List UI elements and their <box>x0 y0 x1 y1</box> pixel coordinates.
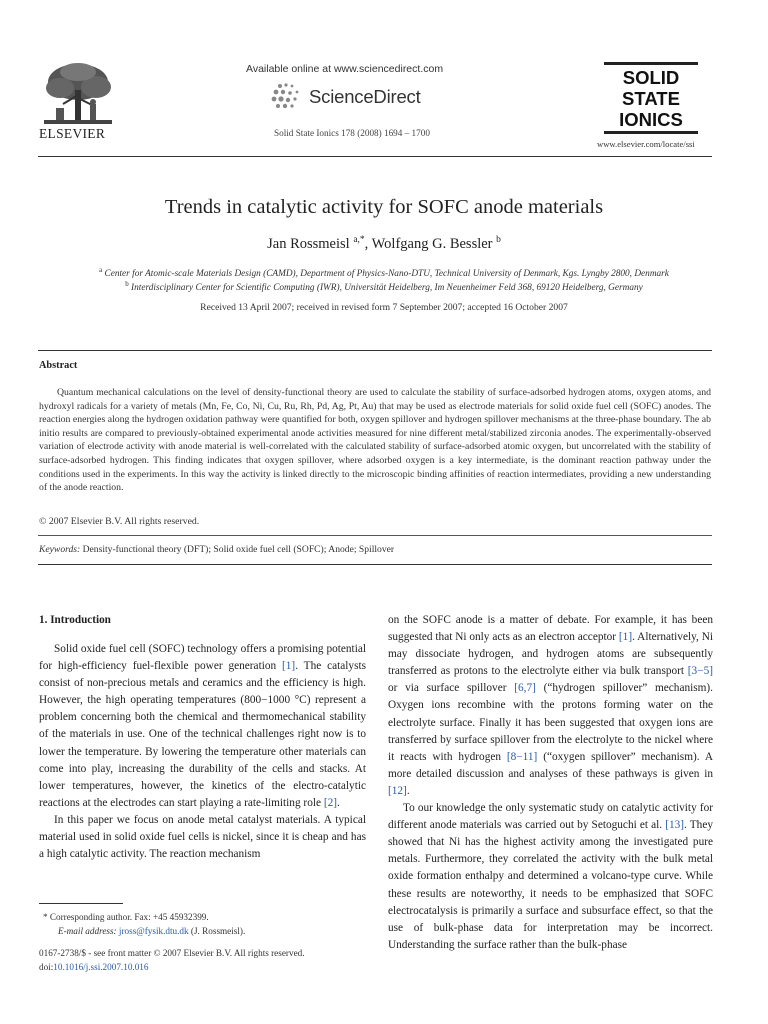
corresponding-author-note: * Corresponding author. Fax: +45 45932399. <box>43 912 209 922</box>
author-name[interactable]: Jan Rossmeisl <box>267 235 350 252</box>
author-list <box>0 235 768 253</box>
keywords-text: Density-functional theory (DFT); Solid oxide fuel cell (SOFC); Anode; Spillover <box>80 544 395 555</box>
issn-line: 0167-2738/$ - see front matter © 2007 Elsevier B.V. All rights reserved. <box>39 948 305 958</box>
citation-link[interactable]: [8−11] <box>506 750 538 763</box>
paragraph-text: . The catalysts consist of non-precious metals and ceramics and the efficiency is high. However, the high operating temperatures (800−1000 °C) represent a problem concerning both the chemical and thermomechanical stability of the materials in use. One of the technical challenges right now is to lower the temperature. By lowering the temperature other materials can come into play, increasing the durability of the cells and stacks. At lower temperatures, however, the kinetics of the electro-catalytic reactions at the electrodes can start playing a rate-limiting role <box>39 660 367 809</box>
affiliation-mark: a <box>99 266 103 274</box>
left-column <box>39 641 366 863</box>
doi-link[interactable]: 10.1016/j.ssi.2007.10.016 <box>53 962 149 972</box>
paragraph-text: or via surface spillover <box>388 682 515 695</box>
received-dates: Received 13 April 2007; received in revised form 7 September 2007; accepted 16 October 2007 <box>200 302 568 313</box>
journal-logo-line: STATE <box>622 88 680 109</box>
email-suffix: (J. Rossmeisl). <box>188 926 246 936</box>
sciencedirect-wordmark: ScienceDirect <box>309 86 421 107</box>
citation-link[interactable]: [1] <box>282 660 296 673</box>
right-column <box>388 612 713 954</box>
keywords-divider <box>38 535 712 536</box>
sciencedirect-dots-icon <box>268 82 308 110</box>
affiliation-mark: b <box>125 280 129 288</box>
body-paragraph <box>388 800 713 954</box>
paragraph-text: on the SOFC anode is a matter of debate. For example, it has been suggested that Ni only acts as an electron acceptor <box>388 614 713 644</box>
body-paragraph <box>39 812 366 863</box>
author-marks[interactable]: b <box>496 235 501 245</box>
paragraph-text: . <box>406 784 410 797</box>
citation-link[interactable]: [2] <box>323 796 338 809</box>
paragraph-text: In this paper we focus on anode metal catalyst materials. A typical material used in solid oxide fuel cells is nickel, since it is cheap and has a high catalytic activity. The reaction mechanism <box>39 813 366 861</box>
body-paragraph <box>388 612 713 800</box>
article-title: Trends in catalytic activity for SOFC anode materials <box>164 196 604 218</box>
abstract-text: Quantum mechanical calculations on the level of density-functional theory are used to calculate the stability of surface-adsorbed hydrogen atoms, oxygen atoms, and hydroxyl radicals for a variety of metals (Mn, Fe, Co, Ni, Cu, Ru, Rh, Pd, Ag, Pt, Au) that may be used as electrode materials for solid oxide fuel cell (SOFC) anodes. The reaction energies along the hydrogen oxidation pathway were quantified for both, oxygen spillover and hydrogen spillover mechanisms at the three-phase boundary. The ab initio results are compared to previously-obtained experimental anode activities measured for nine different metal/stabilized zirconia anodes. The experimentally-observed variation of electrode activity with anode material is well-correlated with the calculated stability of surface-adsorbed atomic oxygen, but uncorrelated with the stability of surface-adsorbed hydrogen. This finding indicates that oxygen spillover, where adsorbed oxygen is a key intermediate, is the dominant reaction pathway under the conditions used in the experiments. In this way the activity is linked directly to the microscopic binding affinities of reaction intermediates, providing a new understanding of the anode reaction. <box>39 387 711 494</box>
affiliation-text: Interdisciplinary Center for Scientific Computing (IWR), Universität Heidelberg, Im Neuenheimer Feld 368, 69120 Heidelberg, Germany <box>131 283 643 294</box>
section-heading: 1. Introduction <box>39 614 111 626</box>
journal-url[interactable]: www.elsevier.com/locate/ssi <box>597 139 695 149</box>
available-online-text: Available online at www.sciencedirect.com <box>246 63 444 75</box>
publisher-name: ELSEVIER <box>39 126 106 141</box>
affiliation <box>0 266 768 279</box>
abstract-top-divider <box>38 350 712 351</box>
keywords <box>39 544 394 555</box>
affiliation <box>0 280 768 293</box>
journal-logo-line: SOLID <box>622 67 680 88</box>
doi-prefix: doi: <box>39 962 54 972</box>
citation-link[interactable]: [1] <box>618 631 633 644</box>
journal-logo <box>604 62 698 134</box>
author-separator: , <box>364 235 372 252</box>
email-note <box>58 926 245 936</box>
citation-link[interactable]: [6,7] <box>514 682 536 695</box>
keywords-label: Keywords: <box>39 544 81 555</box>
abstract-copyright: © 2007 Elsevier B.V. All rights reserved. <box>39 516 200 527</box>
doi-line <box>39 962 149 972</box>
author-marks[interactable]: a,* <box>353 235 365 245</box>
author-name[interactable]: Wolfgang G. Bessler <box>371 235 493 252</box>
abstract-heading: Abstract <box>39 360 78 371</box>
footnote-divider <box>39 903 123 904</box>
journal-logo-line: IONICS <box>619 109 683 130</box>
paragraph-text: . Alternatively, Ni may dissociate hydrogen, and hydrogen atoms are subsequently transferred as protons to the electrolyte either via bulk transport <box>388 631 714 678</box>
paragraph-text: . They showed that Ni has the highest activity among the investigated pure metals. Furthermore, they correlated the activity with the bulk metal oxide formation enthalpy and determined a volcano-type curve. While these results are noteworthy, it needs to be emphasized that SOFC electrocatalysis is primarily a surface and subsurface effect, so that the use of bulk-phase data for interpretation may be incorrect. Understanding the surface rather than the bulk-phase <box>388 819 713 951</box>
paragraph-text: (“hydrogen spillover” mechanism). Oxygen ions recombine with the protons forming water on the electrolyte surface. Finally it has been suggested that oxygen ions are transferred by surface spillover from the electrolyte to the nickel where it reacts with hydrogen <box>388 682 714 763</box>
paragraph-text: Solid oxide fuel cell (SOFC) technology offers a promising potential for high-efficiency fuel-flexible power generation <box>39 643 366 673</box>
citation-link[interactable]: [13] <box>665 819 685 832</box>
email-label: E-mail address: <box>58 926 117 936</box>
citation-link[interactable]: [12] <box>388 784 407 797</box>
elsevier-tree-logo <box>38 60 118 130</box>
body-top-divider <box>38 564 712 565</box>
affiliation-text: Center for Atomic-scale Materials Design (CAMD), Department of Physics-Nano-DTU, Technical University of Denmark, Kgs. Lyngby 2800, Denmark <box>104 269 669 280</box>
paragraph-text: To our knowledge the only systematic study on catalytic activity for different anode materials was carried out by Setoguchi et al. <box>388 802 713 832</box>
paragraph-text: (“oxygen spillover” mechanism). A more detailed discussion and analyses of these pathways is given in <box>388 750 713 780</box>
email-link[interactable]: jross@fysik.dtu.dk <box>118 926 189 936</box>
paragraph-text: . <box>337 796 340 809</box>
journal-reference: Solid State Ionics 178 (2008) 1694 – 1700 <box>274 128 430 138</box>
citation-link[interactable]: [3−5] <box>687 665 713 678</box>
body-paragraph <box>39 641 366 812</box>
header-divider <box>38 156 712 157</box>
